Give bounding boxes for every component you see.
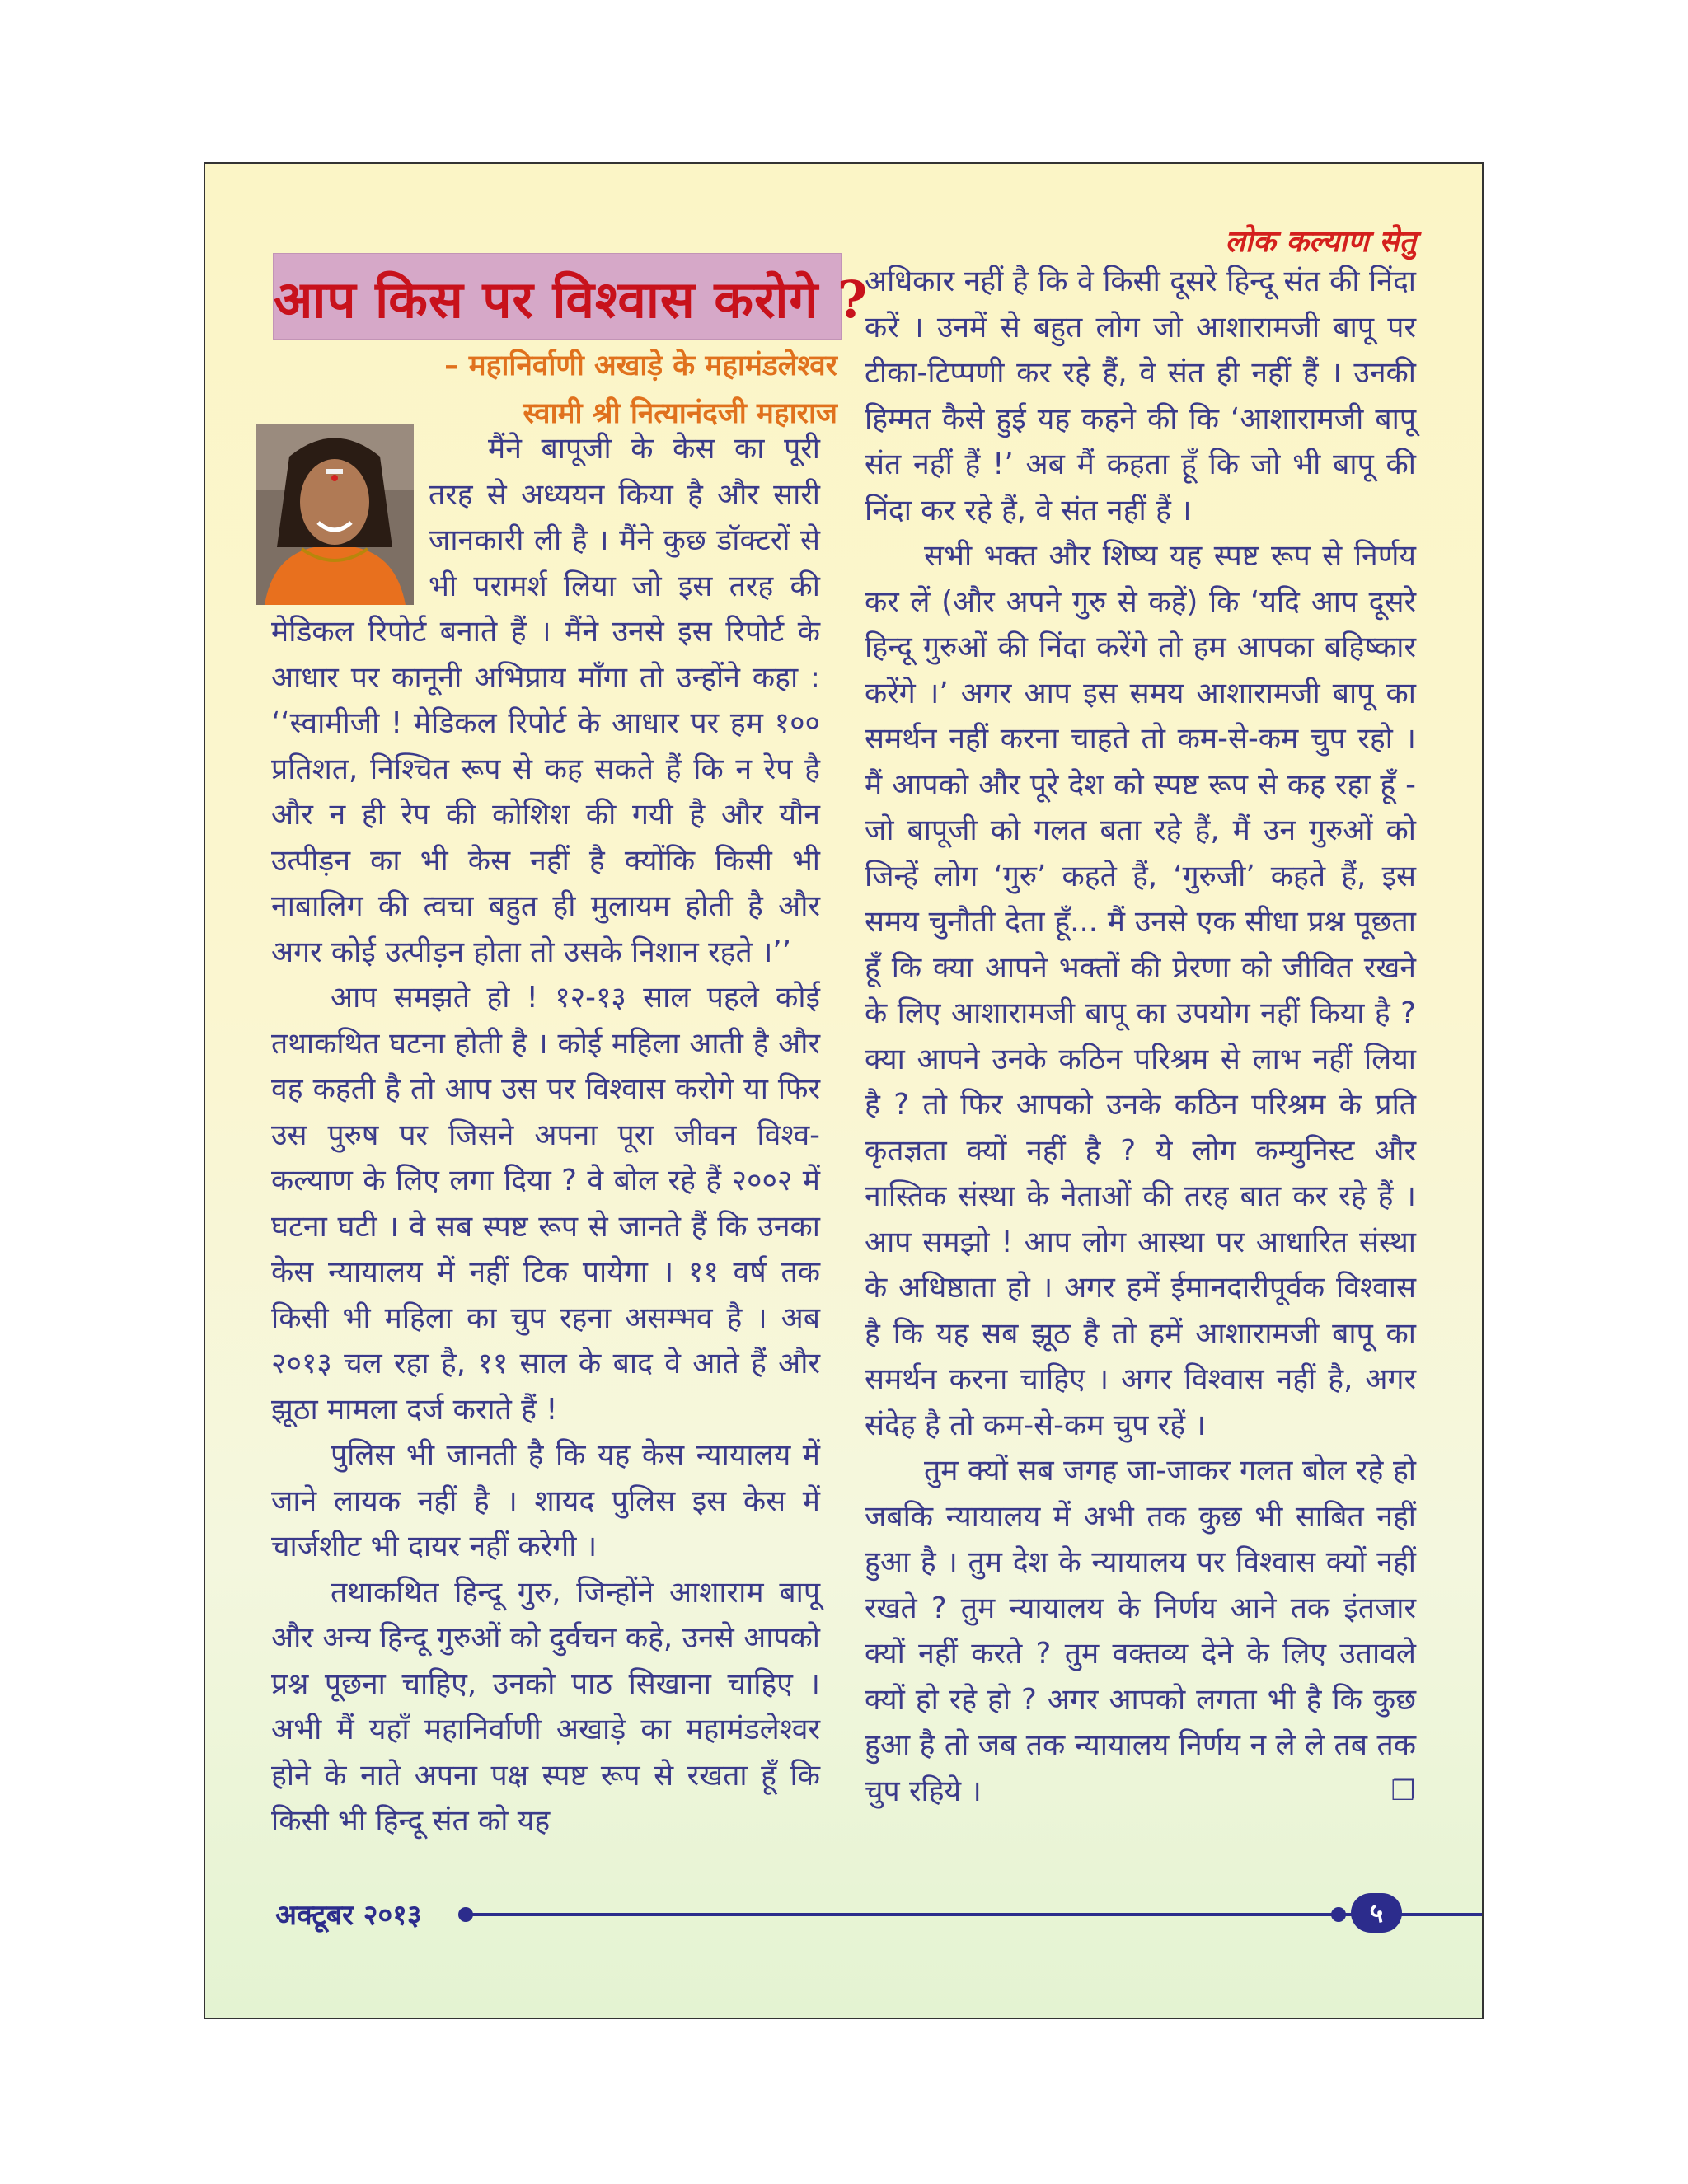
left-paragraph-4: तथाकथित हिन्दू गुरु, जिन्होंने आशाराम बापू और अन्य हिन्दू गुरुओं को दुर्वचन कहे, उनसे आपको प्रश्न पूछना चाहिए, उनको पाठ सिखाना चाहिए । अभी मैं यहाँ महानिर्वाणी अखाड़े का महामंडलेश्वर होने के नाते अपना पक्ष स्पष्ट रूप से रखता हूँ कि किसी भी हिन्दू संत को यह: [271, 1575, 820, 1838]
left-paragraph-3: पुलिस भी जानती है कि यह केस न्यायालय में जाने लायक नहीं है । शायद पुलिस इस केस में चार्जशीट भी दायर नहीं करेगी ।: [271, 1438, 820, 1563]
left-paragraph-2: आप समझते हो ! १२-१३ साल पहले कोई तथाकथित घटना होती है । कोई महिला आती है और वह कहती है तो आप उस पर विश्वास करोगे या फिर उस पुरुष पर जिसने अपना पूरा जीवन विश्व-कल्याण के लिए लगा दिया ? वे बोल रहे हैं २००२ में घटना घटी । वे सब स्पष्ट रूप से जानते हैं कि उनका केस न्यायालय में नहीं टिक पायेगा । ११ वर्ष तक किसी भी महिला का चुप रहना असम्भव है । अब २०१३ चल रहा है, ११ साल के बाद वे आते हैं और झूठा मामला दर्ज कराते हैं !: [271, 981, 820, 1427]
author-designation: – महानिर्वाणी अखाड़े के महामंडलेश्वर: [444, 349, 837, 382]
right-paragraph-2: सभी भक्त और शिष्य यह स्पष्ट रूप से निर्णय कर लें (और अपने गुरु से कहें) कि ‘यदि आप दूसरे हिन्दू गुरुओं की निंदा करेंगे तो हम आपका बहिष्कार करेंगे ।’ अगर आप इस समय आशारामजी बापू का समर्थन नहीं करना चाहते तो कम-से-कम चुप रहो । मैं आपको और पूरे देश को स्पष्ट रूप से कह रहा हूँ - जो बापूजी को गलत बता रहे हैं, मैं उन गुरुओं को जिन्हें लोग ‘गुरु’ कहते हैं, ‘गुरुजी’ कहते हैं, इस समय चुनौती देता हूँ... मैं उनसे एक सीधा प्रश्न पूछता हूँ कि क्या आपने भक्तों की प्रेरणा को जीवित रखने के लिए आशारामजी बापू का उपयोग नहीं किया है ? क्या आपने उनके कठिन परिश्रम से लाभ नहीं लिया है ? तो फिर आपको उनके कठिन परिश्रम के प्रति कृतज्ञता क्यों नहीं है ? ये लोग कम्युनिस्ट और नास्तिक संस्था के नेताओं की तरह बात कर रहे हैं । आप समझो ! आप लोग आस्था पर आधारित संस्था के अधिष्ठाता हो । अगर हमें ईमानदारीपूर्वक विश्वास है कि यह सब झूठ है तो हमें आशारामजी बापू का समर्थन करना चाहिए । अगर विश्वास नहीं है, अगर संदेह है तो कम-से-कम चुप रहें ।: [865, 539, 1416, 1442]
right-paragraph-1: अधिकार नहीं है कि वे किसी दूसरे हिन्दू संत की निंदा करें । उनमें से बहुत लोग जो आशारामजी बापू पर टीका-टिप्पणी कर रहे हैं, वे संत ही नहीं हैं । उनकी हिम्मत कैसे हुई यह कहने की कि ‘आशारामजी बापू संत नहीं हैं !’ अब मैं कहता हूँ कि जो भी बापू की निंदा कर रहे हैं, वे संत नहीं हैं ।: [865, 265, 1416, 527]
issue-date: अक्टूबर २०१३: [275, 1899, 422, 1932]
author-name: स्वामी श्री नित्यानंदजी महाराज: [523, 397, 837, 430]
article-title: आप किस पर विश्वास करोगे ?: [274, 269, 869, 330]
magazine-page: [204, 162, 1484, 2019]
right-column: [865, 259, 1416, 1814]
left-column: [271, 426, 820, 1844]
running-head: लोक कल्याण सेतु: [1225, 225, 1416, 259]
title-box: [273, 253, 869, 340]
page-number: ५: [1351, 1893, 1402, 1933]
right-paragraph-3: तुम क्यों सब जगह जा-जाकर गलत बोल रहे हो जबकि न्यायालय में अभी तक कुछ भी साबित नहीं हुआ है । तुम देश के न्यायालय पर विश्वास क्यों नहीं रखते ? तुम न्यायालय के निर्णय आने तक इंतजार क्यों नहीं करते ? तुम वक्तव्य देने के लिए उतावले क्यों हो रहे हो ? अगर आपको लगता भी है कि कुछ हुआ है तो जब तक न्यायालय निर्णय न ले ले तब तक चुप रहिये ।: [865, 1454, 1416, 1808]
end-of-article-icon: ❐: [1390, 1774, 1416, 1807]
footer-dot-left: [458, 1907, 473, 1922]
photo-wrap-spacer: [256, 426, 414, 607]
footer-dot-right: [1331, 1907, 1346, 1922]
left-paragraph-1: मैंने बापूजी के केस का पूरी तरह से अध्ययन किया है और सारी जानकारी ली है । मैंने कुछ डॉक्टरों से भी परामर्श लिया जो इस तरह की मेडिकल रिपोर्ट बनाते हैं । मैंने उनसे इस रिपोर्ट के आधार पर कानूनी अभिप्राय माँगा तो उन्होंने कहा : ‘‘स्वामीजी ! मेडिकल रिपोर्ट के आधार पर हम १०० प्रतिशत, निश्चित रूप से कह सकते हैं कि न रेप है और न ही रेप की कोशिश की गयी है और यौन उत्पीड़न का भी केस नहीं है क्योंकि किसी भी नाबालिग की त्वचा बहुत ही मुलायम होती है और अगर कोई उत्पीड़न होता तो उसके निशान रहते ।’’: [271, 432, 820, 969]
